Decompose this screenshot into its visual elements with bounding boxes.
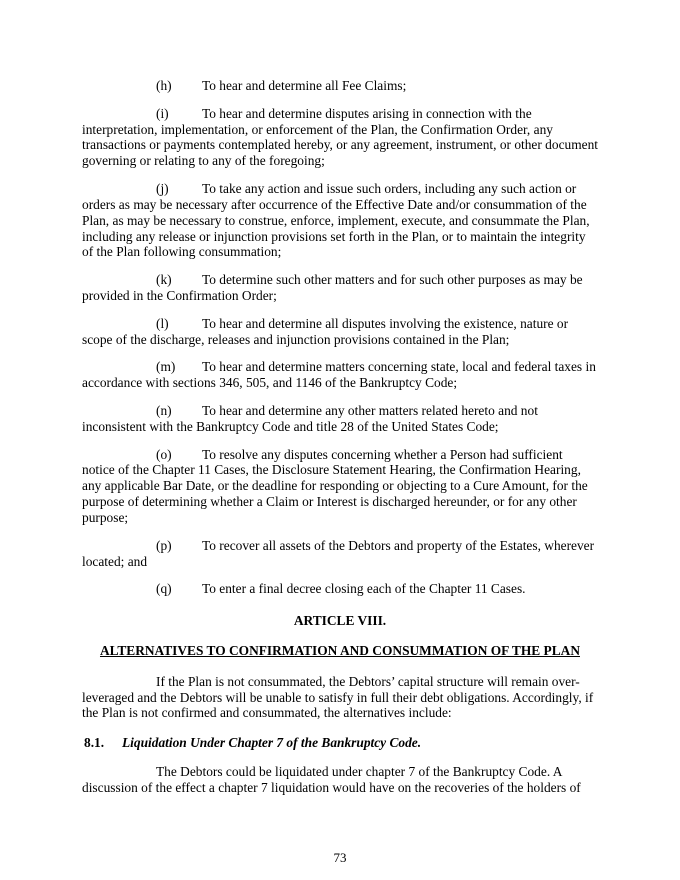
list-item-n-label: (n): [156, 403, 172, 418]
list-item-l-text: To hear and determine all disputes involving the existence, nature or scope of the discharge, releases and injunction provisions contained in the Plan;: [82, 315, 569, 347]
list-item-o-label: (o): [156, 446, 172, 462]
list-item-l: [82, 316, 598, 348]
list-item-h: [82, 78, 598, 94]
list-item-j-label: (j): [156, 181, 169, 197]
list-item-p-label: (p): [156, 537, 172, 553]
list-item-i: [82, 106, 598, 169]
list-item-j: [82, 181, 598, 260]
list-item-n: [82, 403, 598, 435]
section-heading: [82, 735, 598, 751]
list-item-n-text: To hear and determine any other matters related hereto and not inconsistent with the Bankruptcy Code and title 28 of the United States Code;: [82, 403, 538, 434]
list-item-i-text: To hear and determine disputes arising in connection with the interpretation, implementation, or enforcement of the Plan, the Confirmation Order, any transactions or payments contemplated hereby, or any agreement, instrument, or other document governing or relating to any of the foregoing;: [82, 105, 598, 169]
list-item-o: [82, 447, 598, 526]
list-item-k: [82, 272, 598, 304]
article-heading-text: ALTERNATIVES TO CONFIRMATION AND CONSUMMATION OF THE PLAN: [99, 642, 580, 658]
list-item-i-label: (i): [156, 105, 169, 121]
list-item-o-text: To resolve any disputes concerning whether a Person had sufficient notice of the Chapter 11 Cases, the Disclosure Statement Hearing, the Confirmation Hearing, any applicable Bar Date, or the deadline for responding or objecting to a Cure Amount, for the purpose of determining whether a Claim or Interest is discharged hereunder, or for any other purpose;: [82, 446, 588, 525]
list-item-m: [82, 359, 598, 391]
list-item-q-label: (q): [156, 581, 172, 597]
list-item-k-label: (k): [156, 272, 172, 288]
section-title: Liquidation Under Chapter 7 of the Bankruptcy Code.: [122, 735, 422, 751]
list-item-m-label: (m): [156, 359, 176, 375]
article-heading: [82, 643, 598, 659]
list-item-p-text: To recover all assets of the Debtors and property of the Estates, wherever located; and: [82, 537, 595, 569]
section-number: 8.1.: [84, 735, 105, 751]
list-item-h-label: (h): [156, 78, 172, 93]
page-number: 73: [333, 849, 347, 865]
list-item-p: [82, 538, 598, 570]
list-item-j-text: To take any action and issue such orders, including any such action or orders as may be necessary after occurrence of the Effective Date and/or consummation of the Plan, as may be necessary to construe, enforce, implement, execute, and consummate the Plan, including any release or injunction provisions set forth in the Plan, or to maintain the integrity of the Plan following consummation;: [82, 181, 590, 260]
intro-paragraph: If the Plan is not consummated, the Debtors’ capital structure will remain over-leveraged and the Debtors will be unable to satisfy in full their debt obligations. Accordingly, if the Plan is not confirmed and consummated, the alternatives include:: [82, 673, 594, 721]
list-item-q-text: To enter a final decree closing each of the Chapter 11 Cases.: [202, 581, 526, 597]
list-item-q: [82, 581, 598, 597]
list-item-l-label: (l): [156, 315, 169, 331]
document-content: [82, 78, 598, 808]
list-item-h-text: To hear and determine all Fee Claims;: [202, 78, 407, 93]
list-item-k-text: To determine such other matters and for such other purposes as may be provided in the Confirmation Order;: [82, 272, 583, 303]
list-item-m-text: To hear and determine matters concerning state, local and federal taxes in accordance with sections 346, 505, and 1146 of the Bankruptcy Code;: [82, 359, 596, 391]
article-title: ARTICLE VIII.: [293, 613, 387, 629]
closing-paragraph: The Debtors could be liquidated under chapter 7 of the Bankruptcy Code. A discussion of the effect a chapter 7 liquidation would have on the recoveries of the holders of: [82, 764, 581, 795]
